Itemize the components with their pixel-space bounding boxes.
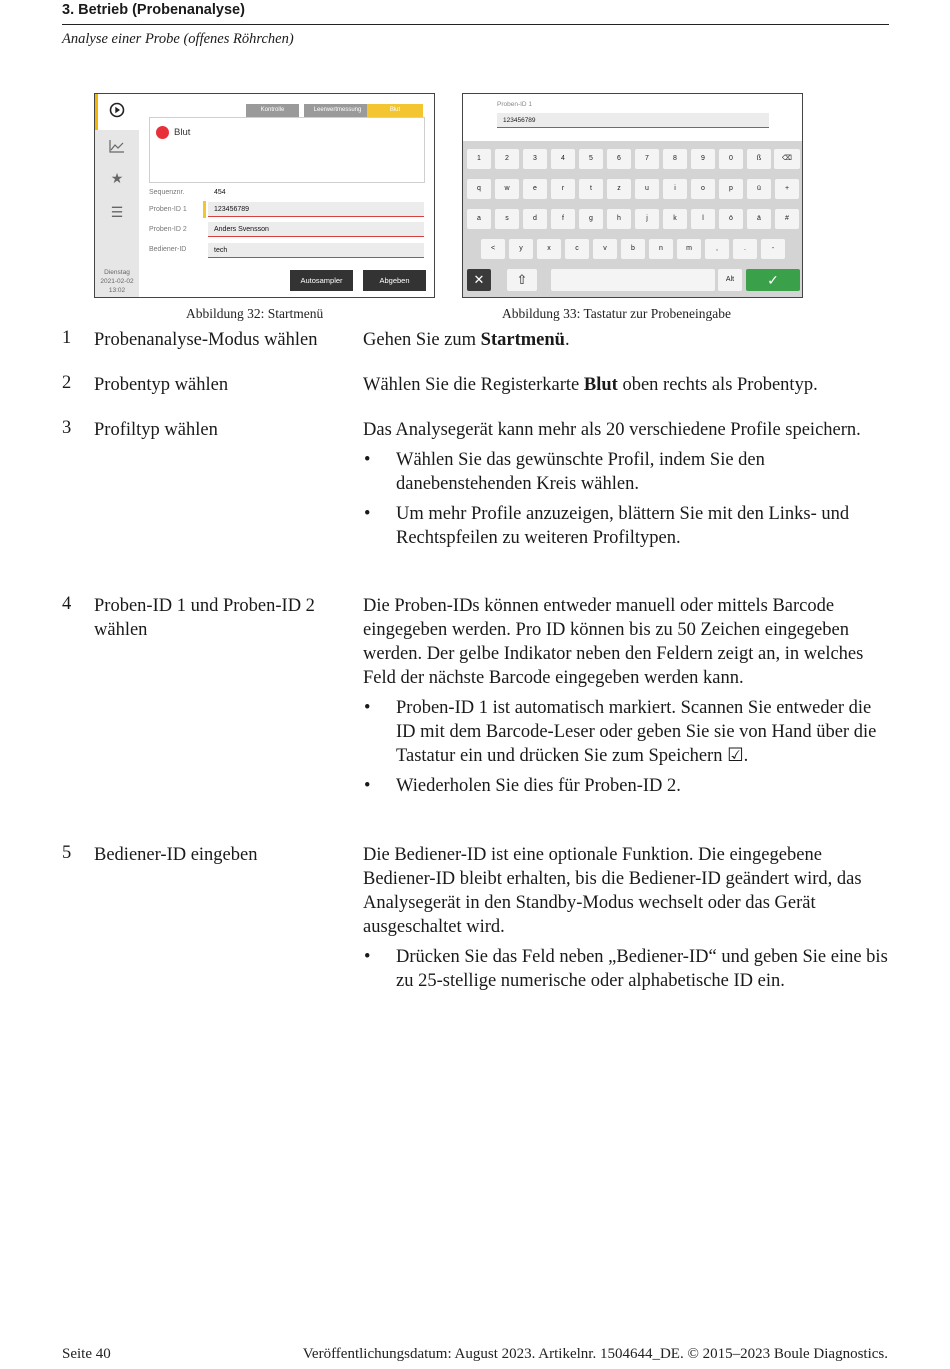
keyboard-key[interactable]: c [565, 239, 589, 259]
keyboard-key[interactable]: z [607, 179, 631, 199]
step-1-label: Probenanalyse-Modus wählen [94, 330, 318, 350]
tab-leerwertmessung[interactable]: Leerwertmessung [304, 104, 371, 117]
tab-blut[interactable]: Blut [367, 104, 423, 117]
step-4-label: Proben-ID 1 und Proben-ID 2 wählen [94, 596, 315, 640]
keyboard-key[interactable]: k [663, 209, 687, 229]
step-2-label: Probentyp wählen [94, 375, 229, 395]
keyboard-key[interactable]: < [481, 239, 505, 259]
keyboard-key[interactable]: v [593, 239, 617, 259]
keyboard-key[interactable]: 4 [551, 149, 575, 169]
keyboard-key[interactable]: ü [747, 179, 771, 199]
keyboard-key[interactable]: y [509, 239, 533, 259]
step-4-body [363, 594, 893, 798]
step-3-bullet: • Um mehr Profile anzuzeigen, blättern Sie mit den Links- und Rechtspfeilen zu weiteren Profiltypen. [363, 502, 893, 550]
keyboard-key[interactable]: i [663, 179, 687, 199]
page-number: Seite 40 [62, 1346, 111, 1362]
keyboard-key[interactable]: ä [747, 209, 771, 229]
keyboard-key[interactable]: 0 [719, 149, 743, 169]
keyboard-key[interactable]: f [551, 209, 575, 229]
close-icon[interactable]: ✕ [467, 269, 491, 291]
step-5-bullet: • Drücken Sie das Feld neben „Bediener-ID“ und geben Sie eine bis zu 25-stellige numerische oder alphabetische ID ein. [363, 945, 893, 993]
profile-label: Blut [174, 127, 191, 138]
keyboard-key[interactable]: 5 [579, 149, 603, 169]
step-4-bullet: • Wiederholen Sie dies für Proben-ID 2. [363, 774, 893, 798]
sample-id2-field[interactable]: Anders Svensson [208, 222, 424, 237]
input-header [463, 94, 802, 140]
keyboard-key[interactable]: ß [747, 149, 771, 169]
sample-id1-label: Proben-ID 1 [149, 206, 187, 213]
step-4-number: 4 [62, 594, 72, 614]
keyboard-key[interactable]: # [775, 209, 799, 229]
keyboard-key[interactable]: 2 [495, 149, 519, 169]
keyboard-key[interactable]: 8 [663, 149, 687, 169]
keyboard-key[interactable]: - [761, 239, 785, 259]
date: 2021-02-02 [100, 278, 134, 285]
operator-id-label: Bediener-ID [149, 246, 187, 253]
keyboard-key[interactable]: . [733, 239, 757, 259]
step-3-number: 3 [62, 418, 72, 438]
confirm-check-icon[interactable]: ✓ [746, 269, 800, 291]
publication-info: Veröffentlichungsdatum: August 2023. Artikelnr. 1504644_DE. © 2015–2023 Boule Diagnostics. [302, 1346, 888, 1362]
header-divider [62, 24, 889, 25]
keyboard-key[interactable]: a [467, 209, 491, 229]
tab-kontrolle[interactable]: Kontrolle [246, 104, 299, 117]
keyboard-key[interactable]: p [719, 179, 743, 199]
keyboard-key[interactable]: g [579, 209, 603, 229]
step-5-number: 5 [62, 843, 72, 863]
figure32-caption: Abbildung 32: Startmenü [186, 306, 324, 321]
operator-id-field[interactable]: tech [208, 243, 424, 258]
sample-id2-label: Proben-ID 2 [149, 226, 187, 233]
keyboard-key[interactable]: t [579, 179, 603, 199]
keyboard-key[interactable]: u [635, 179, 659, 199]
startmenu-screenshot [94, 93, 435, 298]
figure33-caption: Abbildung 33: Tastatur zur Probeneingabe [502, 306, 732, 321]
keyboard-key[interactable]: q [467, 179, 491, 199]
sequence-value: 454 [214, 189, 226, 196]
step-5-label: Bediener-ID eingeben [94, 845, 258, 865]
keyboard-key[interactable]: 6 [607, 149, 631, 169]
section-title: 3. Betrieb (Probenanalyse) [62, 2, 245, 18]
keyboard-key[interactable]: d [523, 209, 547, 229]
keyboard-key[interactable]: j [635, 209, 659, 229]
sequence-label: Sequenznr. [149, 189, 185, 196]
keyboard-key[interactable]: h [607, 209, 631, 229]
step-5-body [363, 843, 893, 993]
sidebar [95, 94, 139, 297]
step-2-number: 2 [62, 373, 72, 393]
step-3-bullet: • Wählen Sie das gewünschte Profil, indem Sie den danebenstehenden Kreis wählen. [363, 448, 893, 496]
autosampler-button[interactable]: Autosampler [290, 270, 353, 291]
submit-button[interactable]: Abgeben [363, 270, 426, 291]
star-icon[interactable]: ★ [110, 170, 124, 186]
sample-id1-field[interactable]: 123456789 [208, 202, 424, 217]
alt-key[interactable]: Alt [718, 269, 742, 291]
backspace-icon[interactable]: ⌫ [774, 149, 800, 169]
section-subtitle: Analyse einer Probe (offenes Röhrchen) [62, 31, 294, 47]
step-4-bullet: • Proben-ID 1 ist automatisch markiert. Scannen Sie entweder die ID mit dem Barcode-Leser oder geben Sie sie von Hand über die Tastatur ein und drücken Sie zum Speichern ☑. [363, 696, 893, 768]
step-2-text: Wählen Sie die Registerkarte Blut oben rechts als Probentyp. [363, 375, 818, 395]
step-3-text: Das Analysegerät kann mehr als 20 verschiedene Profile speichern. [363, 420, 861, 440]
keyboard-key[interactable]: x [537, 239, 561, 259]
keyboard-key[interactable]: o [691, 179, 715, 199]
step-4-text: Die Proben-IDs können entweder manuell oder mittels Barcode eingegeben werden. Pro ID können bis zu 50 Zeichen eingegeben werden. Der gelbe Indikator neben den Feldern zeigt an, in welches Feld der nächste Barcode eingegeben werden kann. [363, 596, 864, 688]
space-key[interactable] [551, 269, 715, 291]
weekday: Dienstag [104, 269, 130, 276]
keyboard-key[interactable]: e [523, 179, 547, 199]
keyboard-key[interactable]: ö [719, 209, 743, 229]
keyboard-key[interactable]: , [705, 239, 729, 259]
barcode-indicator [203, 201, 206, 218]
keyboard-key[interactable]: b [621, 239, 645, 259]
play-icon[interactable] [107, 102, 127, 121]
menu-icon[interactable]: ☰ [110, 204, 124, 220]
keyboard-key[interactable]: l [691, 209, 715, 229]
keyboard-key[interactable]: 7 [635, 149, 659, 169]
input-label: Proben-ID 1 [497, 101, 533, 108]
chart-icon[interactable] [107, 138, 127, 157]
step-1-number: 1 [62, 328, 72, 348]
keyboard-key[interactable]: 1 [467, 149, 491, 169]
keyboard-key[interactable]: n [649, 239, 673, 259]
keyboard-key[interactable]: w [495, 179, 519, 199]
time: 13:02 [108, 287, 126, 294]
keyboard-key[interactable]: 9 [691, 149, 715, 169]
sample-id-input[interactable]: 123456789 [497, 113, 769, 128]
shift-icon[interactable]: ⇧ [507, 269, 537, 291]
keyboard-screenshot [462, 93, 803, 298]
keyboard-key[interactable]: + [775, 179, 799, 199]
step-3-label: Profiltyp wählen [94, 420, 218, 440]
keyboard-key[interactable]: r [551, 179, 575, 199]
profile-box [149, 117, 425, 183]
keyboard-key[interactable]: m [677, 239, 701, 259]
step-5-text: Die Bediener-ID ist eine optionale Funktion. Die eingegebene Bediener-ID bleibt erhalten, bis die Bediener-ID geändert wird, das Analysegerät in den Standby-Modus wechselt oder das Gerät ausgeschaltet wird. [363, 845, 862, 937]
onscreen-keyboard [463, 141, 802, 297]
step-1-text: Gehen Sie zum Startmenü. [363, 330, 570, 350]
keyboard-key[interactable]: s [495, 209, 519, 229]
step-3-body [363, 418, 893, 550]
profile-radio[interactable] [156, 126, 169, 139]
keyboard-key[interactable]: 3 [523, 149, 547, 169]
